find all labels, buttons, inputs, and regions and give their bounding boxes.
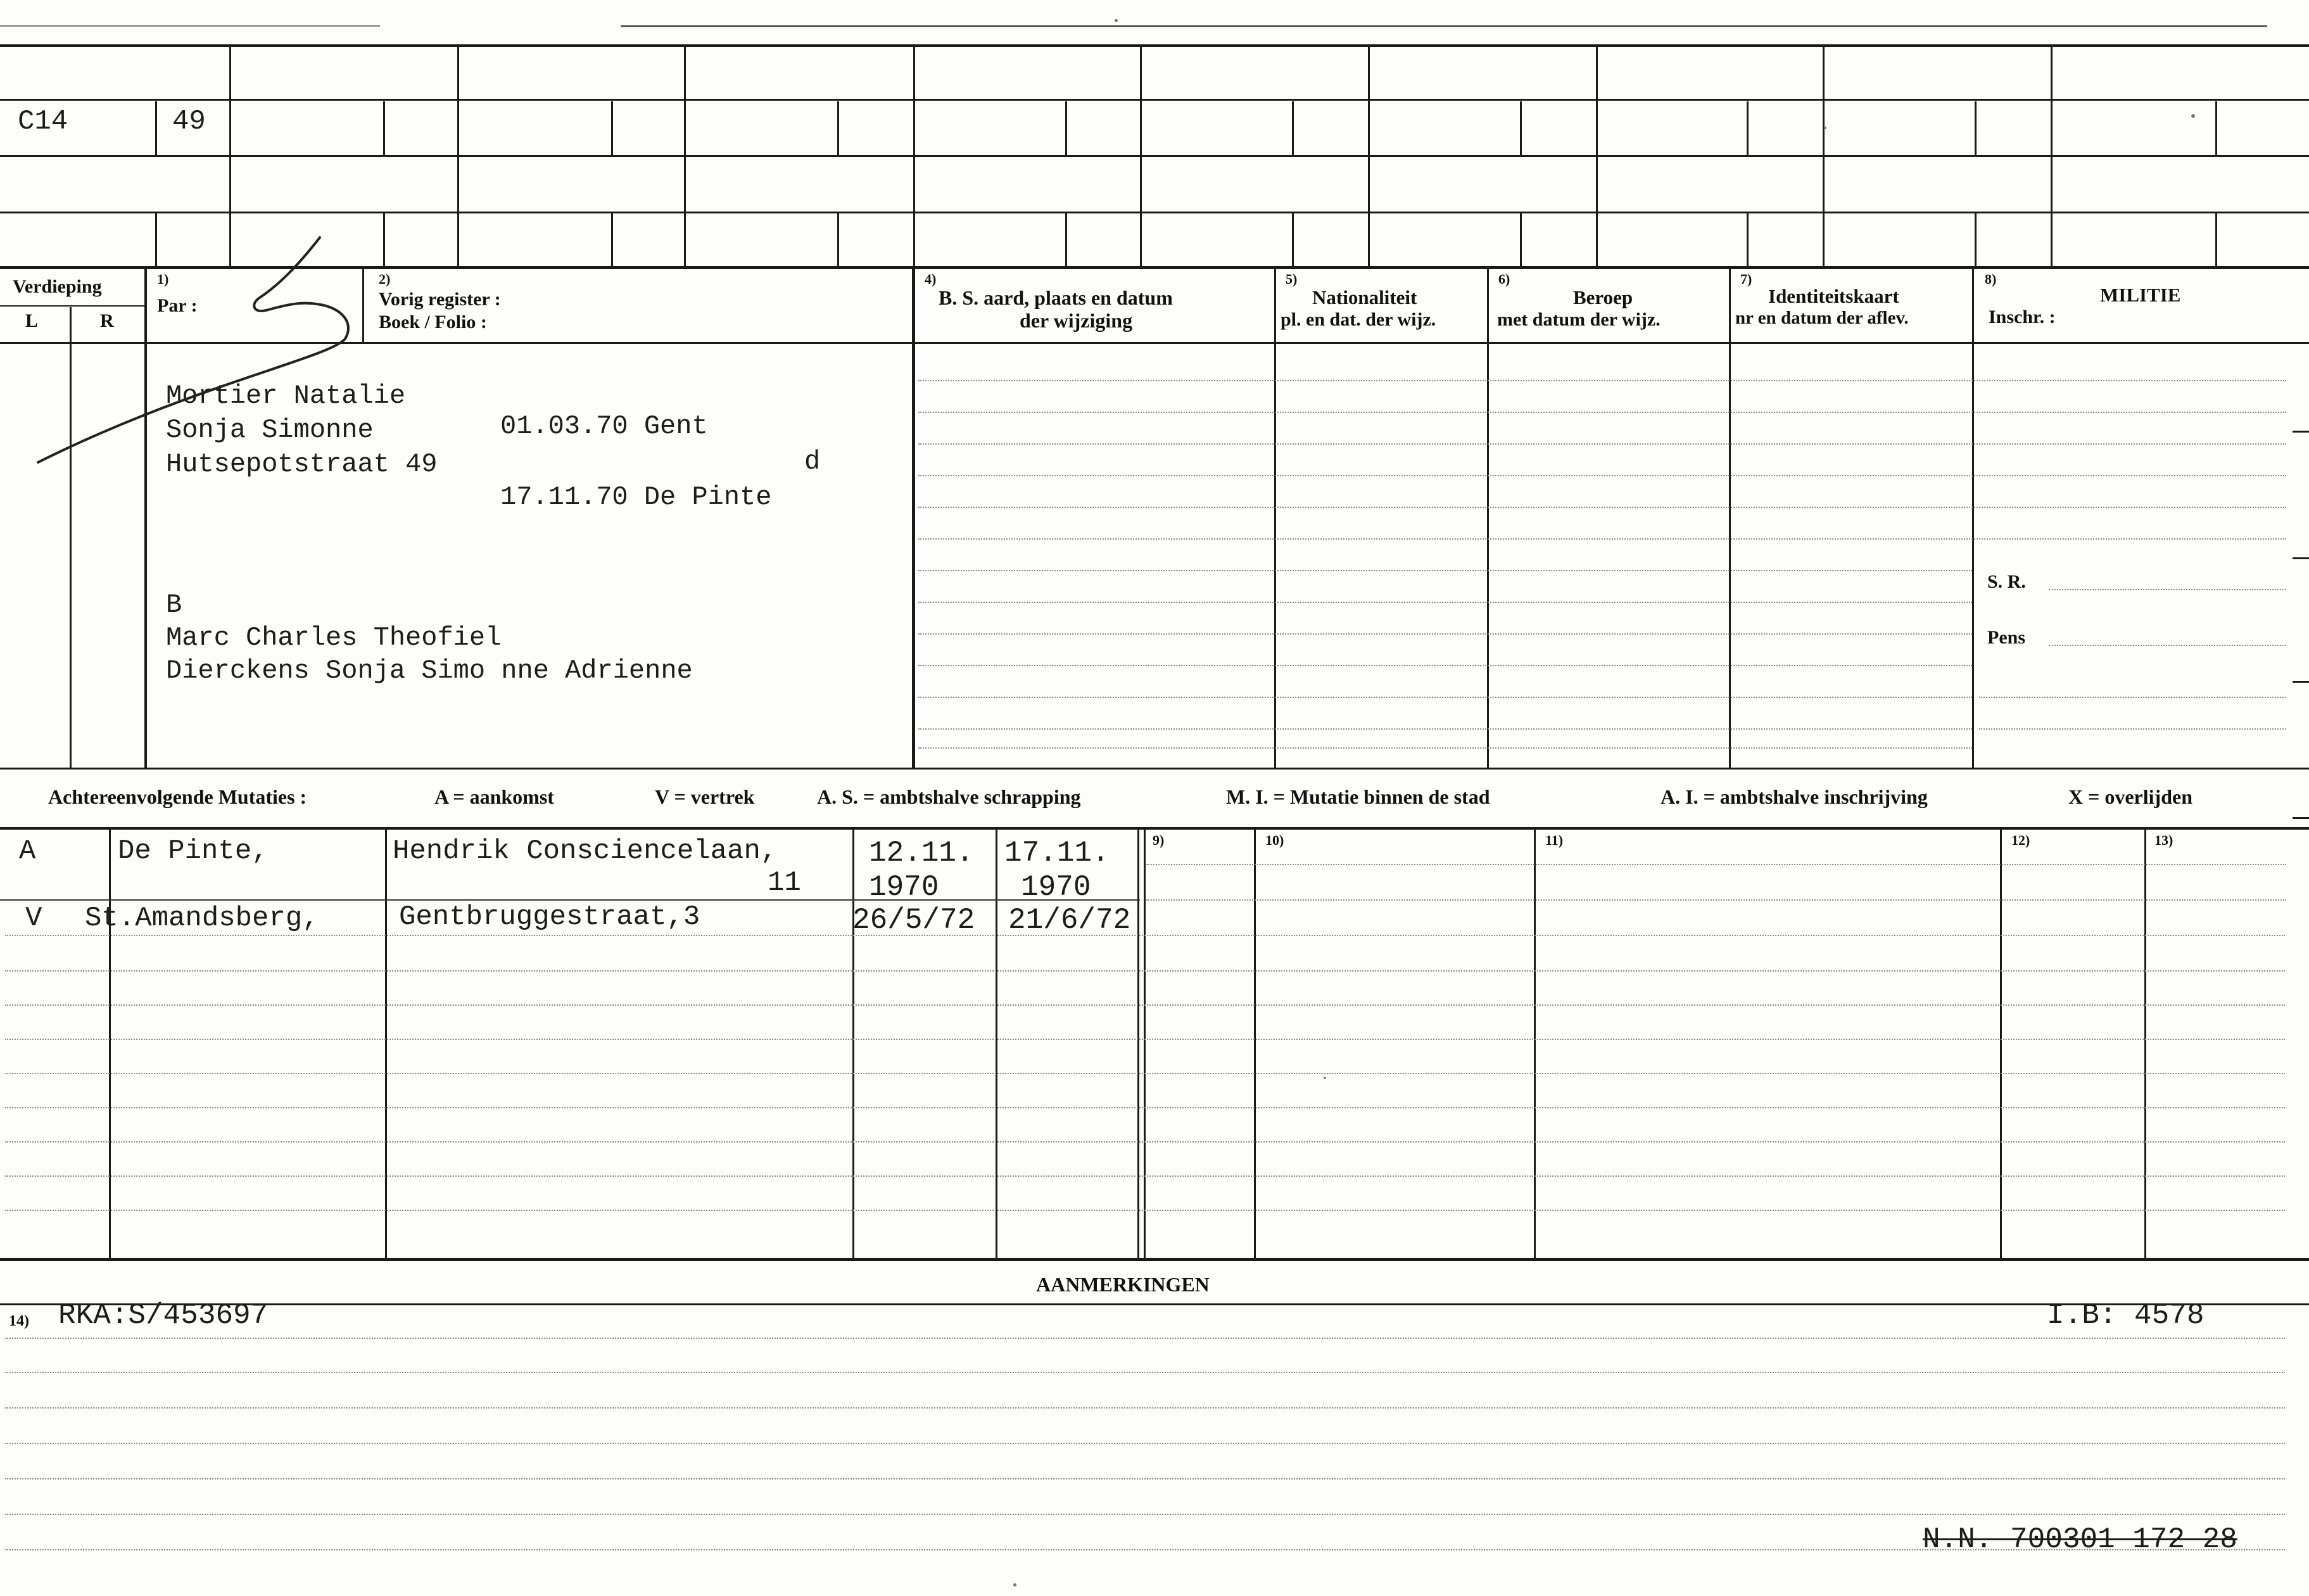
mutation-col-13-number: 13) xyxy=(2154,832,2173,848)
remarks-national-number: N.N. 700301 172 28 xyxy=(1923,1523,2237,1556)
top-edge-line xyxy=(0,25,380,27)
verdieping-r-label: R xyxy=(100,310,114,331)
person-mark-d: d xyxy=(804,446,821,477)
mutation-1-street: Hendrik Consciencelaan, xyxy=(393,835,778,867)
mutation-1-date1-line1: 12.11. xyxy=(869,837,974,870)
inschr-label: Inschr. : xyxy=(1989,307,2056,327)
mutation-col-12-number: 12) xyxy=(2011,832,2030,848)
mutation-2-date2: 21/6/72 xyxy=(1008,904,1131,937)
legend-a: A = aankomst xyxy=(434,785,554,808)
verdieping-l-label: L xyxy=(25,310,39,331)
top-cell-number: 49 xyxy=(172,106,206,137)
nationaliteit-sub-label: pl. en dat. der wijz. xyxy=(1281,309,1436,330)
col8-number: 8) xyxy=(1985,271,1997,287)
col6-number: 6) xyxy=(1498,271,1510,287)
mutation-1-place: De Pinte, xyxy=(118,835,269,867)
person-given-names: Sonja Simonne xyxy=(166,415,374,445)
sr-label: S. R. xyxy=(1987,571,2026,592)
militie-label: MILITIE xyxy=(2100,284,2181,306)
col1-number: 1) xyxy=(157,271,169,287)
person-birth: 01.03.70 Gent xyxy=(500,411,708,441)
person-address: Hutsepotstraat 49 xyxy=(166,449,438,479)
remarks-title: AANMERKINGEN xyxy=(1036,1273,1210,1296)
mutations-title: Achtereenvolgende Mutaties : xyxy=(48,785,307,808)
nationaliteit-label: Nationaliteit xyxy=(1312,286,1417,308)
col7-number: 7) xyxy=(1740,271,1752,287)
mutation-2-type: V xyxy=(25,902,42,934)
identiteitskaart-label: Identiteitskaart xyxy=(1768,285,1899,307)
vorig-register-label: Vorig register : xyxy=(379,289,501,310)
top-edge-line-2 xyxy=(621,25,2267,27)
bs-label-1: B. S. aard, plaats en datum xyxy=(939,286,1173,309)
mutation-1-date1-line2: 1970 xyxy=(869,871,939,904)
person-name: Mortier Natalie xyxy=(166,381,406,411)
col5-number: 5) xyxy=(1286,271,1298,287)
beroep-sub-label: met datum der wijz. xyxy=(1497,309,1661,330)
person-mark-b: B xyxy=(166,590,182,620)
legend-as: A. S. = ambtshalve schrapping xyxy=(817,785,1081,808)
legend-ai: A. I. = ambtshalve inschrijving xyxy=(1661,785,1928,808)
mutation-1-date2-line1: 17.11. xyxy=(1004,837,1110,870)
beroep-label: Beroep xyxy=(1573,286,1633,308)
identiteitskaart-sub-label: nr en datum der aflev. xyxy=(1735,308,1909,328)
person-father: Marc Charles Theofiel xyxy=(166,623,502,653)
bs-label-2: der wijziging xyxy=(1020,309,1133,332)
mutation-2-street: Gentbruggestraat,3 xyxy=(399,901,700,933)
remarks-ib: I.B: 4578 xyxy=(2047,1299,2205,1332)
remarks-rka: RKA:S/453697 xyxy=(58,1299,269,1332)
verdieping-label: Verdieping xyxy=(13,276,102,297)
col2-number: 2) xyxy=(379,271,391,287)
remarks-number: 14) xyxy=(9,1313,29,1329)
legend-mi: M. I. = Mutatie binnen de stad xyxy=(1226,785,1490,808)
mutation-1-street-number: 11 xyxy=(768,867,801,899)
handwritten-mark xyxy=(0,228,443,481)
mutation-col-9-number: 9) xyxy=(1153,832,1165,848)
par-label: Par : xyxy=(157,295,198,316)
col4-number: 4) xyxy=(925,271,937,287)
top-cell-code: C14 xyxy=(18,106,68,137)
mutation-col-11-number: 11) xyxy=(1545,832,1564,848)
legend-x: X = overlijden xyxy=(2068,785,2192,808)
pens-label: Pens xyxy=(1987,627,2025,648)
mutation-col-10-number: 10) xyxy=(1265,832,1284,848)
remarks-top-line xyxy=(0,1303,2309,1305)
boek-folio-label: Boek / Folio : xyxy=(379,312,487,332)
person-mother: Dierckens Sonja Simo nne Adrienne xyxy=(166,656,693,686)
mutation-2-place: St.Amandsberg, xyxy=(85,902,319,934)
mutation-2-date1: 26/5/72 xyxy=(852,904,975,937)
person-registration-date: 17.11.70 De Pinte xyxy=(500,482,772,512)
legend-v: V = vertrek xyxy=(655,785,755,808)
mutation-1-type: A xyxy=(19,835,36,867)
mutation-1-date2-line2: 1970 xyxy=(1021,871,1091,904)
